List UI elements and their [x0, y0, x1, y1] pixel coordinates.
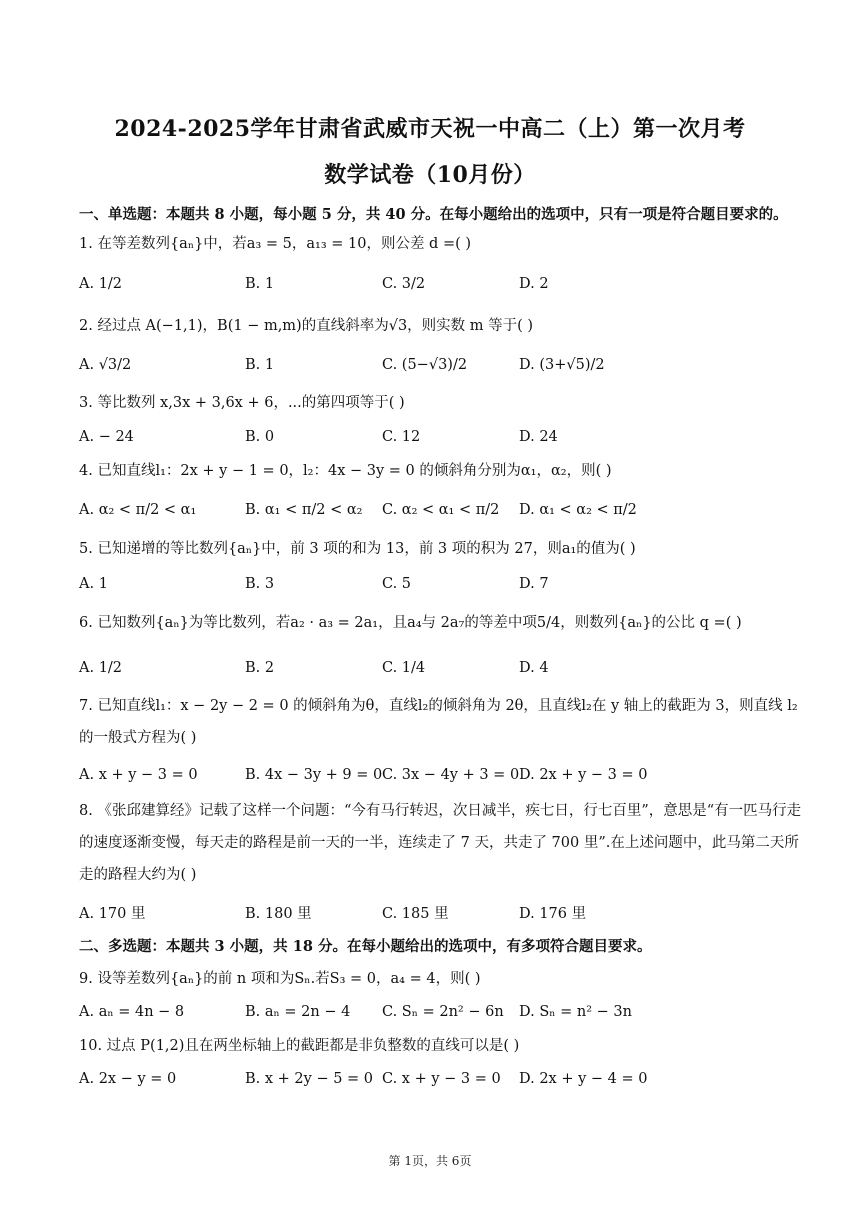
options-row	[79, 660, 779, 688]
option-b: B. 4x − 3y + 9 = 0	[245, 767, 383, 783]
option-d: D. 2	[519, 276, 549, 292]
options-row	[79, 429, 779, 457]
option-b: B. 3	[245, 576, 275, 592]
question-stem: 3. 等比数列 x,3x + 3,6x + 6，...的第四项等于( )	[79, 395, 405, 411]
option-c: C. 3x − 4y + 3 = 0	[382, 767, 520, 783]
option-a: A. x + y − 3 = 0	[79, 767, 198, 783]
section-heading-multiple-choice: 二、多选题：本题共 3 小题，共 18 分。在每小题给出的选项中，有多项符合题目要求。	[79, 938, 652, 955]
question-stem: 9. 设等差数列{aₙ}的前 n 项和为Sₙ.若S₃ = 0，a₄ = 4，则( )	[79, 971, 481, 987]
option-b: B. α₁ < π/2 < α₂	[245, 502, 363, 518]
option-d: D. (3+√5)/2	[519, 357, 605, 373]
option-a: A. α₂ < π/2 < α₁	[79, 502, 197, 518]
option-c: C. 5	[382, 576, 412, 592]
option-a: A. 2x − y = 0	[79, 1071, 177, 1087]
options-row	[79, 902, 779, 930]
options-row	[79, 767, 779, 795]
option-c: C. x + y − 3 = 0	[382, 1071, 501, 1087]
option-a: A. − 24	[79, 429, 134, 445]
question-stem: 8. 《张邱建算经》记载了这样一个问题：“今有马行转迟，次日减半，疾七日，行七百里”，意思是“有一匹马行走的速度逐渐变慢，每天走的路程是前一天的一半，连续走了 7 天，共走了 700 里”.在上述问题中，此马第二天所走的路程大约为( )	[79, 803, 802, 883]
option-d: D. 176 里	[519, 906, 587, 922]
option-d: D. 7	[519, 576, 549, 592]
option-b: B. 1	[245, 357, 275, 373]
option-c: C. 1/4	[382, 660, 426, 676]
options-row	[79, 357, 779, 385]
option-b: B. 180 里	[245, 906, 312, 922]
option-a: A. 1	[79, 576, 108, 592]
options-row	[79, 576, 779, 604]
option-c: C. α₂ < α₁ < π/2	[382, 502, 500, 518]
option-a: A. √3/2	[79, 357, 132, 373]
option-d: D. 2x + y − 3 = 0	[519, 767, 648, 783]
option-c: C. Sₙ = 2n² − 6n	[382, 1004, 504, 1020]
option-c: C. (5−√3)/2	[382, 357, 468, 373]
question-stem: 4. 已知直线l₁：2x + y − 1 = 0，l₂：4x − 3y = 0 的倾斜角分别为α₁，α₂，则( )	[79, 463, 612, 479]
question-stem: 7. 已知直线l₁：x − 2y − 2 = 0 的倾斜角为θ，直线l₂的倾斜角为 2θ，且直线l₂在 y 轴上的截距为 3，则直线 l₂的一般式方程为( )	[79, 698, 798, 746]
option-b: B. 2	[245, 660, 275, 676]
question-stem: 1. 在等差数列{aₙ}中，若a₃ = 5，a₁₃ = 10，则公差 d =( )	[79, 236, 472, 252]
question-stem: 5. 已知递增的等比数列{aₙ}中，前 3 项的和为 13，前 3 项的积为 27，则a₁的值为( )	[79, 541, 636, 557]
option-b: B. 1	[245, 276, 275, 292]
section-heading-single-choice: 一、单选题：本题共 8 小题，每小题 5 分，共 40 分。在每小题给出的选项中，只有一项是符合题目要求的。	[79, 206, 788, 223]
option-c: C. 12	[382, 429, 421, 445]
page-subtitle: 数学试卷（10月份）	[324, 162, 536, 188]
option-d: D. 2x + y − 4 = 0	[519, 1071, 648, 1087]
option-d: D. Sₙ = n² − 3n	[519, 1004, 632, 1020]
options-row	[79, 1004, 779, 1032]
option-c: C. 185 里	[382, 906, 449, 922]
question-stem: 10. 过点 P(1,2)且在两坐标轴上的截距都是非负整数的直线可以是( )	[79, 1038, 520, 1054]
option-a: A. 1/2	[79, 276, 123, 292]
options-row	[79, 276, 779, 304]
option-a: A. 170 里	[79, 906, 146, 922]
option-a: A. 1/2	[79, 660, 123, 676]
option-b: B. x + 2y − 5 = 0	[245, 1071, 374, 1087]
page-footer: 第 1页，共 6页	[388, 1154, 472, 1168]
option-b: B. aₙ = 2n − 4	[245, 1004, 351, 1020]
option-d: D. 24	[519, 429, 558, 445]
option-d: D. α₁ < α₂ < π/2	[519, 502, 637, 518]
option-c: C. 3/2	[382, 276, 426, 292]
question-stem: 2. 经过点 A(−1,1)，B(1 − m,m)的直线斜率为√3，则实数 m 等于( )	[79, 318, 534, 334]
option-a: A. aₙ = 4n − 8	[79, 1004, 185, 1020]
option-d: D. 4	[519, 660, 549, 676]
options-row	[79, 502, 779, 530]
options-row	[79, 1071, 779, 1099]
page-title: 2024-2025学年甘肃省武威市天祝一中高二（上）第一次月考	[114, 116, 746, 142]
question-stem: 6. 已知数列{aₙ}为等比数列，若a₂ · a₃ = 2a₁，且a₄与 2a₇的等差中项5/4，则数列{aₙ}的公比 q =( )	[79, 615, 742, 631]
option-b: B. 0	[245, 429, 275, 445]
